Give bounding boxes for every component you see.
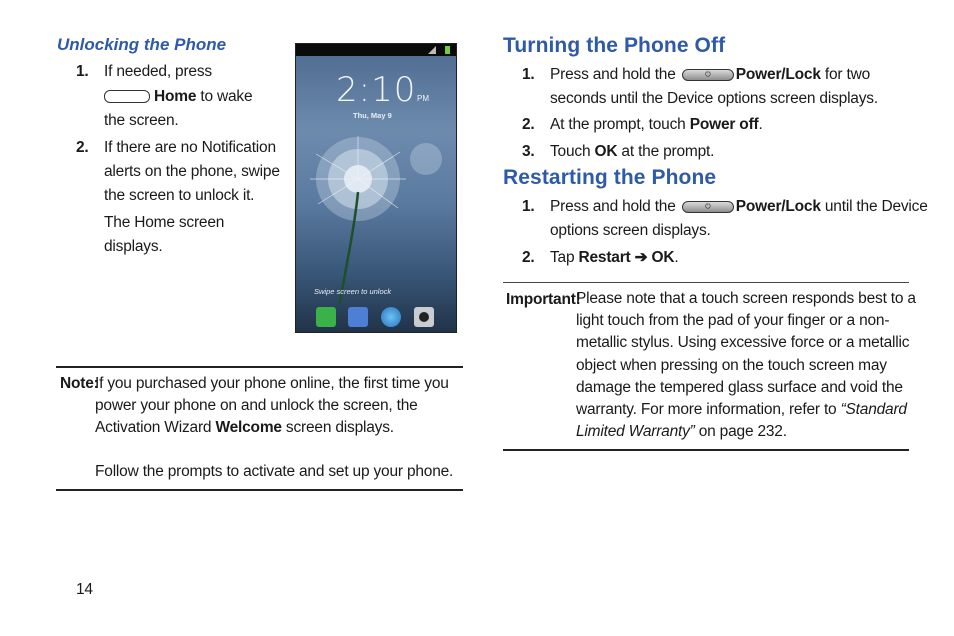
step-number-1: 1. (76, 63, 89, 80)
restarting-title: Restarting the Phone (503, 166, 717, 189)
step-2-line-2: alerts on the phone, swipe (104, 163, 280, 180)
off-step-2 (550, 113, 763, 138)
step-2-line-3: the screen to unlock it. (104, 187, 255, 204)
note-bottom-rule (56, 489, 463, 491)
home-screen-line-1: The Home screen (104, 214, 225, 231)
off-step-number-2: 2. (522, 116, 535, 133)
restart-step-1-line-2: options screen displays. (550, 222, 711, 239)
camera-icon (414, 307, 434, 327)
restart-step-1-post: until the Device (820, 198, 928, 215)
globe-icon (381, 307, 401, 327)
note-top-rule (56, 366, 463, 368)
note-line-1: If you purchased your phone online, the first time you (95, 375, 449, 392)
note-line-3-post: screen displays. (281, 419, 394, 436)
note-line-2: power your phone on and unlock the screen, the (95, 397, 418, 414)
restart-step-2 (550, 246, 678, 271)
status-bar (296, 44, 456, 56)
signal-icon (428, 46, 436, 54)
important-text (576, 288, 916, 443)
note-line-3-pre: Activation Wizard (95, 419, 216, 436)
important-line-2: light touch from the pad of your finger or a non- (576, 312, 890, 330)
important-bottom-rule (503, 449, 909, 451)
clock-ampm: PM (417, 94, 429, 103)
off-power-lock: Power/Lock (735, 66, 821, 83)
dandelion-wallpaper (296, 124, 456, 304)
important-line-6-pre: warranty. For more information, refer to (576, 401, 841, 419)
off-power-off: Power off (689, 116, 759, 133)
page-number: 14 (76, 581, 93, 598)
lock-clock: 2:10 (336, 70, 417, 110)
step-2-line-1: If there are no Notification (104, 139, 276, 156)
off-step-number-3: 3. (522, 143, 535, 160)
step-1-line-2 (104, 85, 252, 110)
home-key-icon (104, 90, 150, 103)
off-step-3-post: at the prompt. (617, 143, 715, 160)
warranty-link-part-2[interactable]: Limited Warranty” (576, 423, 695, 441)
off-step-1-line-1 (550, 63, 870, 88)
important-top-rule (503, 282, 909, 283)
home-screen-line-2: displays. (104, 238, 163, 255)
important-line-1: Please note that a touch screen responds best to a (576, 290, 916, 307)
power-key-icon: ⏻ (682, 69, 734, 81)
swipe-unlock-text: Swipe screen to unlock (314, 287, 392, 296)
step-1-line-3: the screen. (104, 112, 179, 129)
home-label: Home (154, 88, 197, 105)
note-follow: Follow the prompts to activate and set up your phone. (95, 463, 454, 480)
off-step-1-post: for two (820, 66, 870, 83)
note-line-3 (95, 416, 394, 441)
restart-step-number-1: 1. (522, 198, 535, 215)
lock-date: Thu, May 9 (353, 111, 392, 120)
battery-icon (445, 46, 450, 54)
warranty-link-part-1[interactable]: “Standard (840, 401, 907, 419)
restart-step-1-line-1 (550, 195, 928, 220)
step-number-2: 2. (76, 139, 89, 156)
off-step-number-1: 1. (522, 66, 535, 83)
important-line-7 (576, 421, 916, 443)
power-key-icon: ⏻ (682, 201, 734, 213)
step-1-after: to wake (196, 88, 253, 105)
off-step-1-line-2: seconds until the Device options screen displays. (550, 90, 878, 107)
important-label: Important! (506, 291, 581, 308)
restart-power-lock: Power/Lock (735, 198, 821, 215)
restart-step-2-post: . (674, 249, 679, 266)
phone-lock-screen-image (295, 43, 457, 333)
off-step-3-pre: Touch (550, 143, 595, 160)
restart-step-number-2: 2. (522, 249, 535, 266)
off-step-2-pre: At the prompt, touch (550, 116, 690, 133)
note-label: Note: (60, 375, 99, 392)
off-step-3 (550, 140, 714, 165)
turning-off-title: Turning the Phone Off (503, 34, 726, 57)
off-step-1-pre: Press and hold the (550, 66, 676, 83)
google-icon (348, 307, 368, 327)
section-subhead: Unlocking the Phone (57, 35, 227, 54)
note-welcome: Welcome (215, 419, 282, 436)
important-line-4: object when pressing on the touch screen may (576, 356, 887, 374)
important-line-7-post: on page 232. (694, 423, 787, 441)
restart-ok: Restart ➔ OK (578, 249, 675, 266)
important-line-5: damage the tempered glass surface and void the (576, 378, 903, 396)
restart-step-1-pre: Press and hold the (550, 198, 676, 215)
off-step-2-post: . (758, 116, 763, 133)
restart-step-2-pre: Tap (550, 249, 579, 266)
phone-icon (316, 307, 336, 327)
important-line-6 (576, 399, 916, 421)
step-1-line-1: If needed, press (104, 63, 212, 80)
important-line-3: metallic stylus. Using excessive force or a metallic (576, 334, 910, 352)
off-ok: OK (594, 143, 618, 160)
